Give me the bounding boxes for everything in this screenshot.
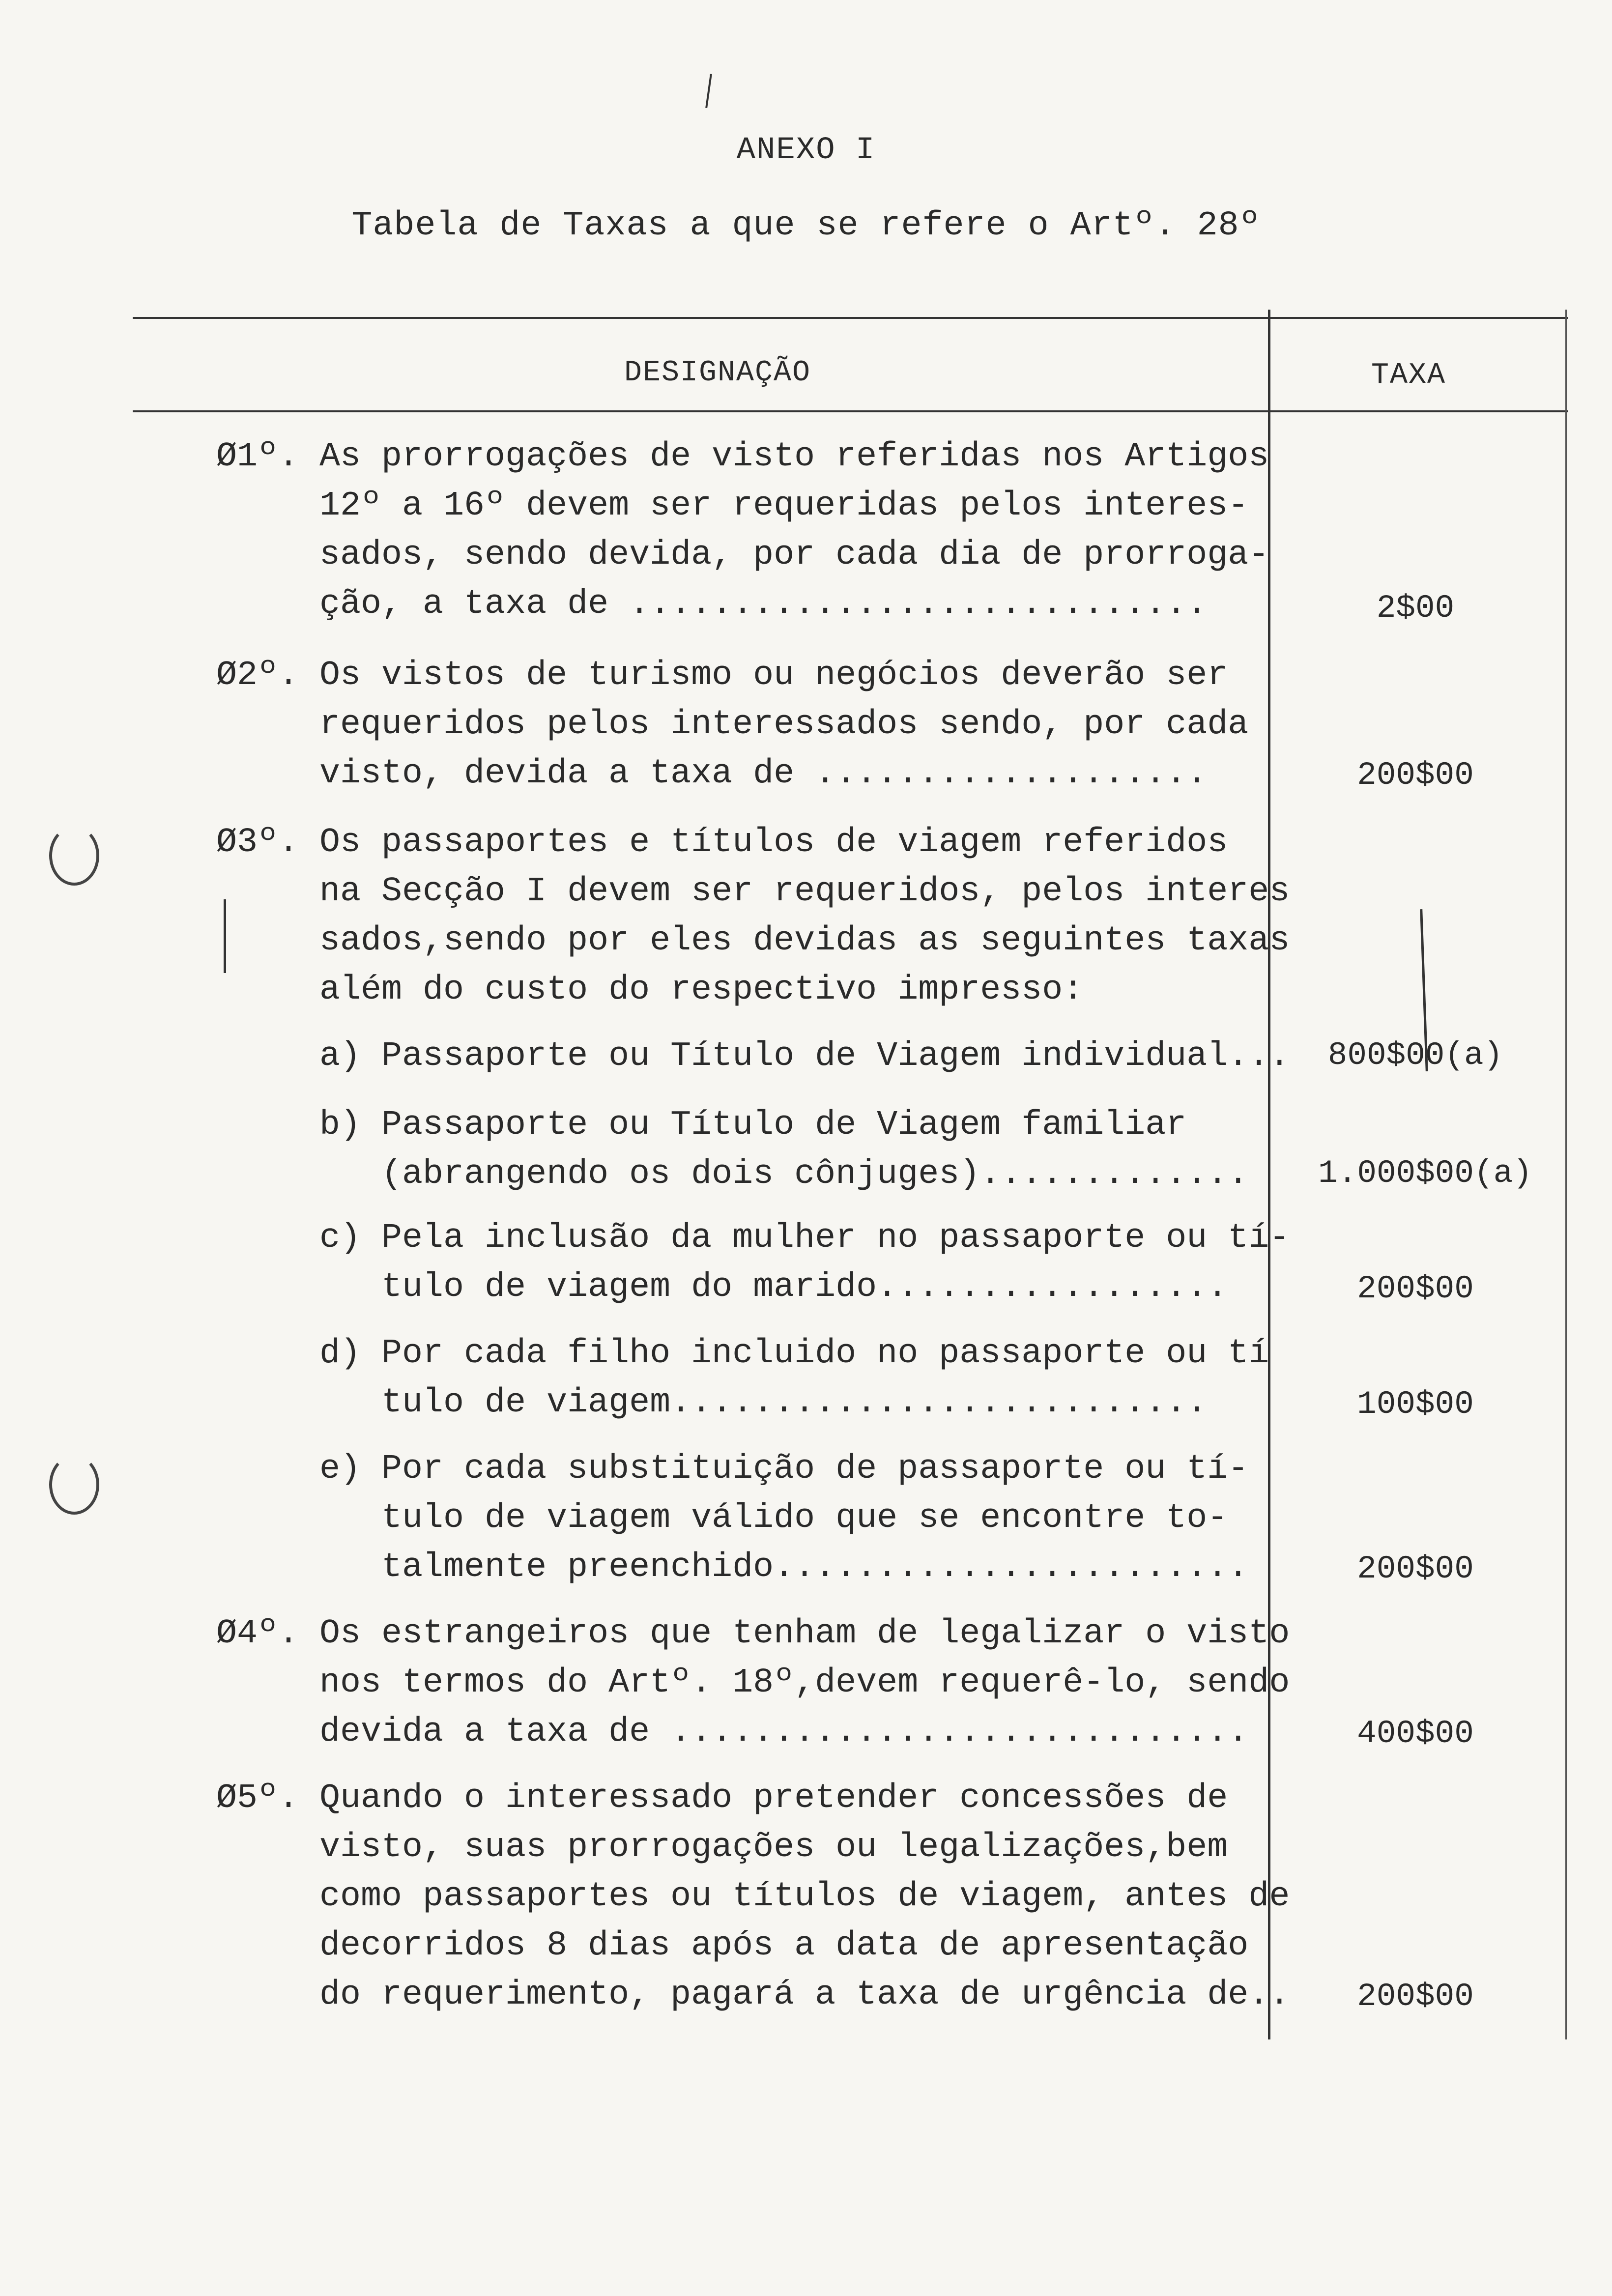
item-number: Ø1º. xyxy=(216,437,299,476)
margin-bar-mark xyxy=(224,899,226,973)
item-line: além do custo do respectivo impresso: xyxy=(319,971,1084,1009)
item-text xyxy=(319,432,1269,629)
item-line: devida a taxa de ............................ xyxy=(319,1713,1249,1751)
item-line: na Secção I devem ser requeridos, pelos interes xyxy=(319,872,1290,911)
subitem-line: tulo de viagem.......................... xyxy=(319,1383,1208,1422)
subitem-tax: 800$00(a) xyxy=(1327,1037,1503,1074)
item-number: Ø4º. xyxy=(216,1614,299,1653)
item-tax: 2$00 xyxy=(1376,590,1455,627)
table-top-rule xyxy=(133,317,1568,319)
subitem-line: b) Passaporte ou Título de Viagem familiar xyxy=(319,1106,1187,1145)
item-line: Quando o interessado pretender concessões de xyxy=(319,1779,1228,1818)
subitem-line: c) Pela inclusão da mulher no passaporte ou tí- xyxy=(319,1219,1290,1258)
subitem-line: tulo de viagem do marido................. xyxy=(319,1268,1228,1307)
item-line: como passaportes ou títulos de viagem, antes de xyxy=(319,1877,1290,1916)
item-number: Ø2º. xyxy=(216,656,299,695)
item-tax: 200$00 xyxy=(1357,1978,1474,2015)
subitem-text xyxy=(319,1101,1248,1199)
item-line: visto, devida a taxa de ................... xyxy=(319,754,1208,793)
punch-hole-bottom xyxy=(49,1455,99,1515)
subitem-text xyxy=(319,1445,1248,1592)
item-line: requeridos pelos interessados sendo, por cada xyxy=(319,705,1249,744)
item-number: Ø5º. xyxy=(216,1779,299,1818)
item-text xyxy=(319,1774,1290,2020)
item-line: Os passaportes e títulos de viagem referidos xyxy=(319,823,1228,862)
item-number: Ø3º. xyxy=(216,823,299,862)
pen-stroke-mark xyxy=(705,74,712,108)
item-line: Os vistos de turismo ou negócios deverão ser xyxy=(319,656,1228,695)
item-tax: 400$00 xyxy=(1357,1715,1474,1752)
table-subtitle: Tabela de Taxas a que se refere o Artº. 28º xyxy=(351,206,1261,245)
item-tax: 200$00 xyxy=(1357,757,1474,794)
column-header-tax: TAXA xyxy=(1371,359,1446,392)
item-line: sados, sendo devida, por cada dia de prorroga- xyxy=(319,536,1269,574)
subitem-tax: 200$00 xyxy=(1357,1550,1474,1587)
subitem-line: d) Por cada filho incluido no passaporte ou tí xyxy=(319,1334,1269,1373)
subitem-text xyxy=(319,1214,1290,1312)
item-line: sados,sendo por eles devidas as seguintes taxas xyxy=(319,921,1290,960)
subitem-line: talmente preenchido....................... xyxy=(319,1548,1249,1587)
item-line: do requerimento, pagará a taxa de urgência de.. xyxy=(319,1976,1290,2014)
punch-hole-top xyxy=(49,826,99,886)
item-text xyxy=(319,818,1290,1015)
subitem-line: e) Por cada substituição de passaporte ou tí- xyxy=(319,1450,1249,1489)
item-line: Os estrangeiros que tenham de legalizar o visto xyxy=(319,1614,1290,1653)
column-header-designation: DESIGNAÇÃO xyxy=(624,356,811,390)
item-text xyxy=(319,651,1248,799)
table-right-edge xyxy=(1565,310,1567,2039)
subitem-tax: 100$00 xyxy=(1357,1386,1474,1423)
item-text xyxy=(319,1609,1290,1757)
item-line: ção, a taxa de ............................ xyxy=(319,585,1208,624)
item-line: decorridos 8 dias após a data de apresentação xyxy=(319,1926,1249,1965)
item-line: As prorrogações de visto referidas nos Artigos xyxy=(319,437,1269,476)
subitem-text xyxy=(319,1032,1290,1081)
item-line: 12º a 16º devem ser requeridas pelos interes- xyxy=(319,487,1249,525)
subitem-tax: 200$00 xyxy=(1357,1270,1474,1307)
subitem-line: tulo de viagem válido que se encontre to- xyxy=(319,1499,1228,1538)
item-line: nos termos do Artº. 18º,devem requerê-lo, sendo xyxy=(319,1664,1290,1702)
subitem-tax: 1.000$00(a) xyxy=(1318,1155,1532,1192)
item-line: visto, suas prorrogações ou legalizações,bem xyxy=(319,1828,1228,1867)
table-header-rule xyxy=(133,410,1568,412)
subitem-line: (abrangendo os dois cônjuges)............. xyxy=(319,1155,1249,1194)
subitem-line: a) Passaporte ou Título de Viagem individual... xyxy=(319,1037,1290,1076)
annex-title: ANEXO I xyxy=(736,133,876,168)
subitem-text xyxy=(319,1329,1269,1428)
